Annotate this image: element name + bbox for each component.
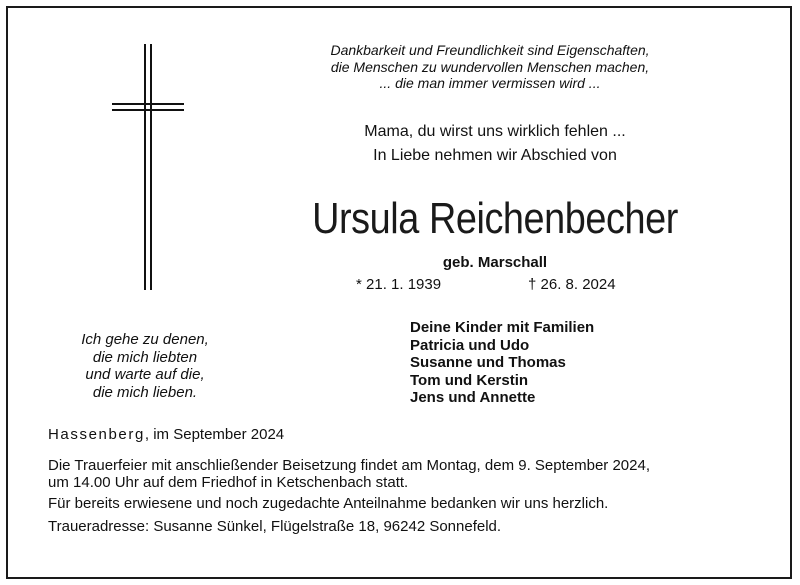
- service-info: [48, 457, 768, 491]
- thanks-text: Für bereits erwiesene und noch zugedachte Anteilnahme bedanken wir uns herzlich.: [48, 495, 609, 512]
- intro-line: Mama, du wirst uns wirklich fehlen ...: [364, 123, 626, 140]
- cross-icon: [112, 44, 184, 290]
- family-line: Deine Kinder mit Familien: [410, 319, 595, 336]
- poem: [50, 331, 240, 401]
- family-line: Jens und Annette: [410, 389, 536, 406]
- place-and-date: [48, 426, 284, 444]
- poem-line: Ich gehe zu denen,: [81, 331, 209, 348]
- poem-line: die mich liebten: [92, 348, 198, 366]
- birth-name: geb. Marschall: [442, 254, 548, 271]
- place-name: Hassenberg: [48, 426, 145, 443]
- birth-date: * 21. 1. 1939: [356, 276, 442, 293]
- family-line: Patricia und Udo: [410, 336, 530, 354]
- poem-line: und warte auf die,: [85, 366, 205, 383]
- body-text: [48, 457, 768, 541]
- date-text: , im September 2024: [144, 426, 285, 443]
- deceased-name: Ursula Reichenbecher: [312, 194, 678, 243]
- opening-quote: [300, 42, 680, 92]
- service-line: Die Trauerfeier mit anschließender Beisetzung findet am Montag, dem 9. September 2024,: [48, 457, 650, 474]
- quote-line: ... die man immer vermissen wird ...: [379, 75, 601, 91]
- family-list: [410, 319, 710, 407]
- family-line: Tom und Kerstin: [410, 371, 529, 389]
- poem-line: die mich lieben.: [92, 383, 198, 401]
- service-line: um 14.00 Uhr auf dem Friedhof in Ketschenbach statt.: [48, 474, 409, 491]
- death-date: † 26. 8. 2024: [528, 276, 616, 293]
- quote-line: Dankbarkeit und Freundlichkeit sind Eigenschaften,: [330, 42, 650, 58]
- intro-line: In Liebe nehmen wir Abschied von: [373, 147, 617, 164]
- family-line: Susanne und Thomas: [410, 354, 566, 371]
- address-text: Traueradresse: Susanne Sünkel, Flügelstraße 18, 96242 Sonnefeld.: [48, 518, 502, 535]
- quote-line: die Menschen zu wundervollen Menschen machen,: [330, 58, 650, 75]
- intro-text: [300, 120, 690, 168]
